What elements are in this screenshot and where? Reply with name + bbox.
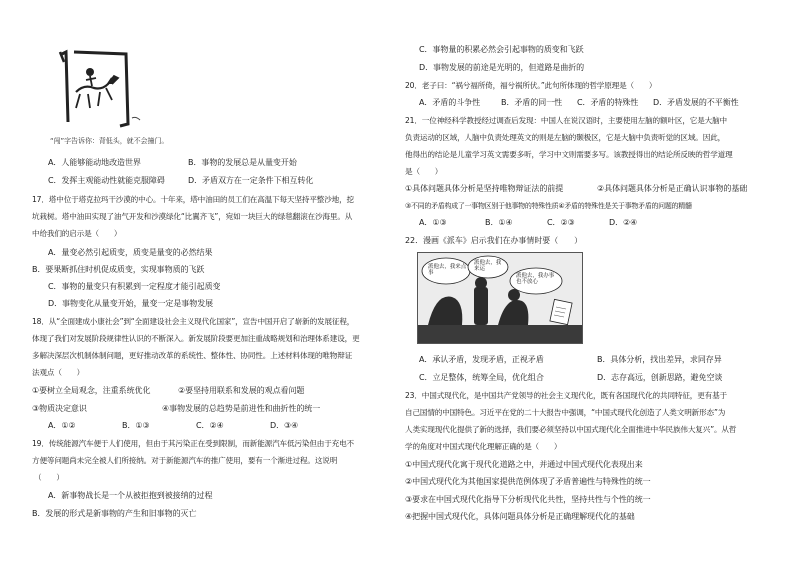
q20-stem: 20．老子曰：“祸兮福所倚，福兮祸所伏。”此句所体现的哲学原理是（ ） bbox=[405, 81, 657, 90]
q22-stem: 22．漫画《派车》启示我们在办事情时要（ ） bbox=[405, 236, 583, 245]
figure-caption: “闯”字告诉你：背低头，就不会撞门。 bbox=[50, 137, 169, 145]
q18-item-3: ③物质决定意识 bbox=[32, 404, 87, 413]
chuang-character-figure bbox=[48, 48, 148, 134]
q21-stem-line: 他得出的结论是儿童学习英文需要多听，学习中文则需要多写。该教授得出的结论所反映的哲学道理 bbox=[405, 150, 733, 159]
q17-stem-line: 中给我们的启示是（ ） bbox=[32, 229, 122, 238]
q17-option-b: B．要果断抓住时机促成质变，实现事物质的飞跃 bbox=[32, 265, 205, 274]
q17-stem-line: 17．塔中位于塔克拉玛干沙漠的中心。十年来，塔中油田的员工们在高温下每天坚持平整沙地，挖 bbox=[32, 195, 354, 204]
q18-option-a: A．①② bbox=[48, 421, 76, 430]
q19-stem-line: 方便等问题尚未完全被人们所接纳。对于新能源汽车的推广使用，要有一个渐进过程。这说明 bbox=[32, 456, 338, 465]
q23-stem-line: 23．中国式现代化，是中国共产党领导的社会主义现代化，既有各国现代化的共同特征，更有基于 bbox=[405, 391, 727, 400]
q19-option-a: A．新事物战长是一个从被拒抱到被接纳的过程 bbox=[48, 491, 213, 500]
paiche-cartoon bbox=[417, 252, 583, 344]
bubble-text-3: 派他去，我办事也不放心 bbox=[516, 273, 555, 285]
q21-item-1: ①具体问题具体分析是坚持唯物辩证法的前提 bbox=[405, 184, 564, 193]
q22-option-a: A．承认矛盾，发现矛盾，正视矛盾 bbox=[419, 355, 544, 364]
q21-items-3-4: ③不同的矛盾构成了一事物区别于他事物的特殊性质④矛盾的特殊性是关于事物矛盾的问题的精髓 bbox=[405, 202, 692, 210]
q18-stem-line: 多解决深层次机制体制问题，更好推动改革的系统性、整体性、协同性。上述材料体现的唯物辩证 bbox=[32, 351, 353, 360]
q17-stem-line: 坑栽树。塔中油田实现了油气开发和沙漠绿化“比翼齐飞”，宛如一块巨大的绿毯翻滚在沙海里。从 bbox=[32, 212, 353, 221]
q16-option-b: B．事物的发展总是从量变开始 bbox=[188, 158, 297, 167]
q21-stem-line: 21．一位神经科学教授经过调查后发现：中国人在说汉语时，主要使用左脑的额叶区，它是大脑中 bbox=[405, 116, 727, 125]
q20-option-c: C．矛盾的特殊性 bbox=[577, 98, 639, 107]
q19-option-d: D．事物发展的前途是光明的，但道路是曲折的 bbox=[419, 63, 585, 72]
q21-option-c: C．②③ bbox=[547, 218, 575, 227]
q19-option-b: B．发展的形式是新事物的产生和旧事物的灭亡 bbox=[32, 509, 197, 518]
q20-option-a: A．矛盾的斗争性 bbox=[419, 98, 481, 107]
q20-option-d: D．矛盾发展的不平衡性 bbox=[653, 98, 739, 107]
q23-item-4: ④把握中国式现代化，具体问题具体分析是正确理解现代化的基础 bbox=[405, 512, 635, 521]
q21-option-a: A．①③ bbox=[419, 218, 447, 227]
q16-option-d: D．矛盾双方在一定条件下相互转化 bbox=[188, 176, 314, 185]
q23-stem-line: 学的角度对中国式现代化理解正确的是（ ） bbox=[405, 442, 562, 451]
bubble-text-2: 派他去，我来运 bbox=[474, 260, 502, 272]
q17-option-a: A．量变必然引起质变，质变是量变的必然结果 bbox=[48, 248, 213, 257]
q17-option-d: D．事物变化从量变开始，量变一定是事物发展 bbox=[48, 299, 214, 308]
bubble-text-1: 派他去，我来点事 bbox=[428, 264, 467, 276]
q18-stem-line: 法观点（ ） bbox=[32, 368, 85, 377]
q18-item-2: ②要坚持用联系和发展的观点看问题 bbox=[178, 386, 305, 395]
q23-stem-line: 自己国情的中国特色。习近平在党的二十大报告中强调，“中国式现代化创造了人类文明新形态”为 bbox=[405, 408, 726, 417]
q19-stem-line: 19．传统能源汽车便于人们使用，但由于其污染正在受到限制，而新能源汽车低污染但由于充电不 bbox=[32, 439, 354, 448]
q23-item-1: ①中国式现代化寓于现代化道路之中，并通过中国式现代化表现出来 bbox=[405, 460, 643, 469]
q21-item-2: ②具体问题具体分析是正确认识事物的基础 bbox=[597, 184, 748, 193]
q17-option-c: C．事物的量变只有积累到一定程度才能引起质变 bbox=[48, 282, 221, 291]
q18-item-4: ④事物发展的总趋势是前进性和曲折性的统一 bbox=[162, 404, 321, 413]
q18-stem-line: 18．从“全面建成小康社会”到“全面建设社会主义现代化国家”，宣告中国开启了崭新的发展征程， bbox=[32, 317, 355, 326]
q21-option-b: B．①④ bbox=[485, 218, 513, 227]
q22-option-c: C．立足整体，统筹全局，优化组合 bbox=[419, 373, 544, 382]
q23-stem-line: 人类实现现代化提供了新的选择，我们要必须坚持以中国式现代化全面推进中华民族伟大复兴”。从哲 bbox=[405, 425, 737, 434]
q22-option-b: B．具体分析，找出差异，求同存异 bbox=[597, 355, 722, 364]
door-character-illustration bbox=[48, 48, 148, 134]
q18-option-b: B．①③ bbox=[122, 421, 150, 430]
q16-option-a: A．人能够能动地改造世界 bbox=[48, 158, 141, 167]
q19-stem-line: （ ） bbox=[34, 473, 64, 482]
q21-stem-line: 是（ ） bbox=[405, 167, 443, 176]
q18-stem-line: 体现了我们对发展阶段规律性认识的不断深入。新发展阶段要更加注重战略规划和治理体系建设，更 bbox=[32, 334, 360, 343]
q21-option-d: D．②④ bbox=[609, 218, 638, 227]
q19-option-c: C．事物量的积累必然会引起事物的质变和飞跃 bbox=[419, 45, 584, 54]
q21-stem-line: 负责运动的区域，人脑中负责处理英文的则是左脑的颞极区，它是大脑中负责听觉的区域。因此， bbox=[405, 133, 726, 142]
q18-option-c: C．②④ bbox=[196, 421, 224, 430]
q18-item-1: ①要树立全局观念，注重系统优化 bbox=[32, 386, 151, 395]
q16-option-c: C．发挥主观能动性就能克服障碍 bbox=[48, 176, 165, 185]
q20-option-b: B．矛盾的同一性 bbox=[501, 98, 563, 107]
q23-item-3: ③要求在中国式现代化指导下分析现代化共性，坚持共性与个性的统一 bbox=[405, 495, 651, 504]
q22-option-d: D．志存高远，创新思路，避免空谈 bbox=[597, 373, 723, 382]
q23-item-2: ②中国式现代化为其他国家提供范例体现了矛盾普遍性与特殊性的统一 bbox=[405, 477, 651, 486]
q18-option-d: D．③④ bbox=[270, 421, 299, 430]
